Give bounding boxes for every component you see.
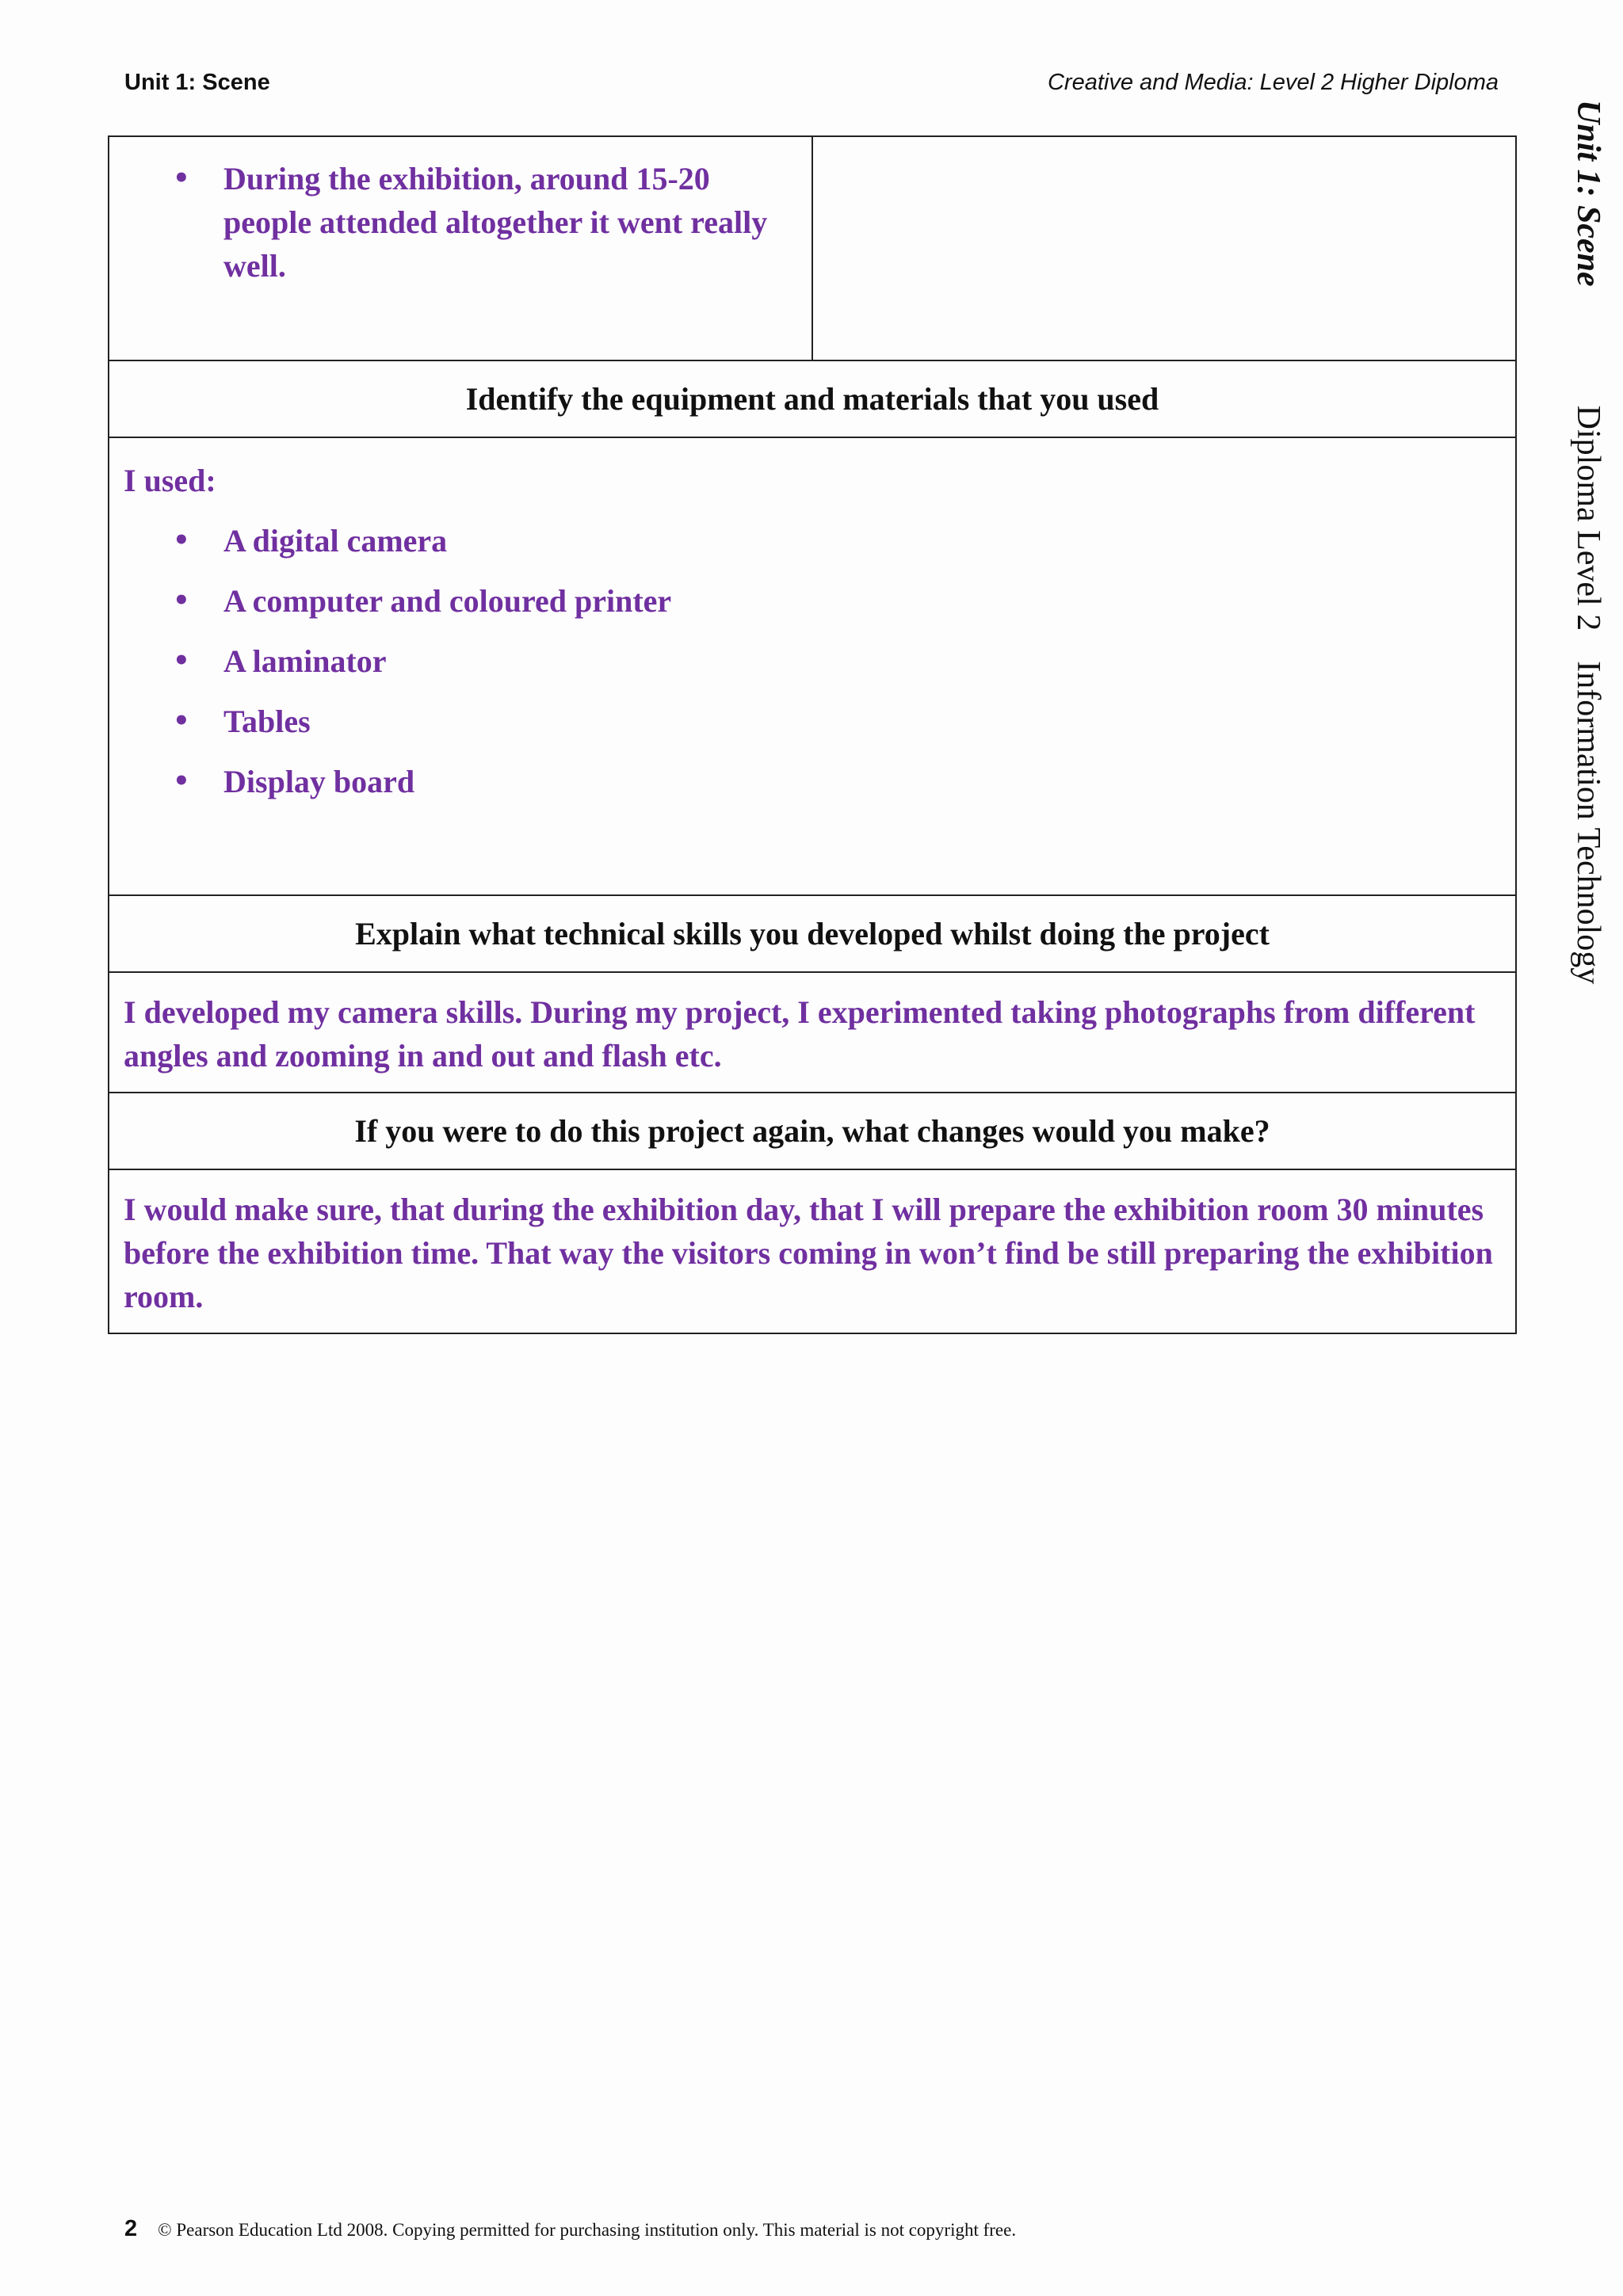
list-item: • A computer and coloured printer <box>109 579 1515 623</box>
side-subject: Information Technology <box>1570 661 1606 985</box>
side-running-title <box>1569 100 1607 984</box>
table-row <box>109 972 1516 1093</box>
skills-answer: I developed my camera skills. During my project, I experimented taking photographs from different angles and zooming in and out and flash etc. <box>109 972 1516 1093</box>
skills-heading: Explain what technical skills you developed whilst doing the project <box>109 895 1516 972</box>
equipment-intro: I used: <box>124 463 216 498</box>
table-row <box>109 437 1516 895</box>
side-unit-title: Unit 1: Scene <box>1570 100 1606 287</box>
copyright-notice: © Pearson Education Ltd 2008. Copying permitted for purchasing institution only. This material is not copyright free. <box>158 2220 1017 2240</box>
list-item: • A digital camera <box>109 519 1515 563</box>
empty-cell <box>812 136 1516 360</box>
page-number: 2 <box>124 2216 138 2241</box>
exhibition-cell <box>109 136 812 360</box>
list-item: • During the exhibition, around 15-20 people attended altogether it went really well. <box>109 157 796 288</box>
page-footer <box>124 2216 1016 2242</box>
side-diploma-level: Diploma Level 2 <box>1570 405 1606 631</box>
equipment-list <box>109 519 1515 803</box>
table-row <box>109 895 1516 972</box>
changes-answer: I would make sure, that during the exhibition day, that I will prepare the exhibition room 30 minutes before the exhibition time. That way the visitors coming in won’t find be still preparing the exhibition room. <box>109 1169 1516 1333</box>
header-diploma-title: Creative and Media: Level 2 Higher Diploma <box>1047 70 1499 95</box>
equipment-heading: Identify the equipment and materials that you used <box>109 360 1516 437</box>
list-item: • A laminator <box>109 639 1515 683</box>
table-row <box>109 1093 1516 1169</box>
table-row <box>109 1169 1516 1333</box>
list-item: • Display board <box>109 760 1515 803</box>
table-row <box>109 136 1516 360</box>
table-row <box>109 360 1516 437</box>
exhibition-bullet-list <box>109 137 812 288</box>
equipment-cell <box>109 437 1516 895</box>
list-item: • Tables <box>109 700 1515 743</box>
changes-heading: If you were to do this project again, what changes would you make? <box>109 1093 1516 1169</box>
header-unit-title: Unit 1: Scene <box>124 70 270 95</box>
evaluation-table <box>108 135 1517 1334</box>
